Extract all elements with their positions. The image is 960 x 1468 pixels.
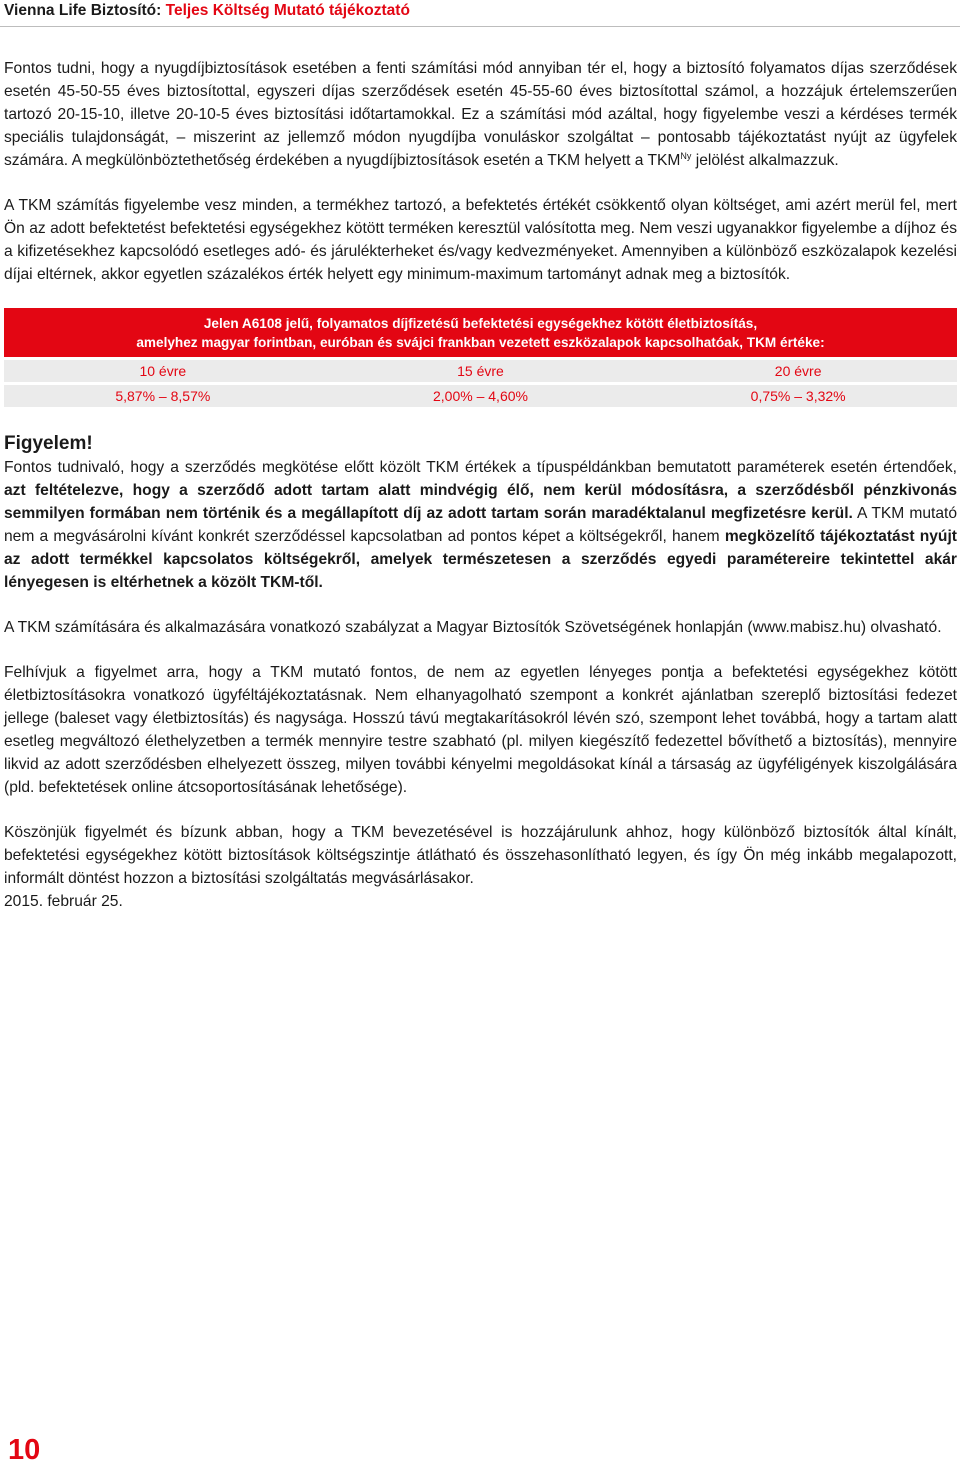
paragraph-figyelem: [4, 456, 957, 594]
tkm-year-15: 15 évre: [322, 360, 640, 382]
figyelem-text-1: Fontos tudnivaló, hogy a szerződés megkötése előtt közölt TKM értékek a típuspéldánkban bemutatott paraméterek esetén értendőek,: [4, 459, 957, 476]
document-body: [4, 57, 957, 913]
paragraph-felhivjuk: Felhívjuk a figyelmet arra, hogy a TKM mutató fontos, de nem az egyetlen lényeges pontja a befektetési egységekhez kötött életbiztosításokra vonatkozó ügyféltájékoztatásnak. Nem elhanyagolható szempont a konkrét ajánlatban szereplő biztosítási fedezet jellege (baleset vagy életbiztosítás) és nagysága. Hosszú távú megtakarításokról lévén szó, szempont lehet továbbá, hogy a tartam alatt esetleg megváltozó élethelyzetben a termék mennyire testre szabható (pl. milyen kiegészítő fedezettel bővíthető a biztosítás), mennyire likvid az adott szerződésben elhelyezett összeg, milyen további kényelmi megoldásokat kínál a társaság az ügyféligények kiszolgálására (pld. befektetések online átcsoportosításának lehetősége).: [4, 664, 957, 796]
tkm-year-10: 10 évre: [4, 360, 322, 382]
tkm-table-values-row: [4, 385, 957, 407]
spacer: [4, 639, 957, 661]
figyelem-text-2: A TKM mutató nem a megvásárolni kívánt konkrét szerződéssel kapcsolatban ad pontos képet a költségekről, hanem: [4, 505, 958, 545]
header-divider: [0, 26, 960, 27]
spacer: [4, 799, 957, 821]
paragraph-tkm-calc: A TKM számítás figyelembe vesz minden, a termékhez tartozó, a befektetés értékét csökkentő olyan költséget, ami azért merül fel, mert Ön az adott befektetést befektetési egységekhez kötött terméken keresztül valósította meg. Nem veszi ugyanakkor figyelembe a díjhoz és a kifizetésekhez kapcsolódó esetleges adó- és járulékterheket és/vagy kedvezményeket. Amennyiben a különböző eszközalapok kezelési díjai eltérnek, akkor egyetlen százalékos érték helyett egy minimum-maximum tartományt adnak meg a biztosítók.: [4, 197, 957, 283]
tkm-table-header-row: [4, 308, 957, 357]
figyelem-bold-2: megközelítő tájékoztatást nyújt az adott termékkel kapcsolatos költségekről, amelyek természetesen a szerződés egyedi paramétereire tekintettel akár lényegesen is eltérhetnek a közölt TKM-től.: [4, 528, 957, 591]
tkm-table-container: [4, 305, 957, 410]
spacer: [4, 594, 957, 616]
tkm-value-15: 2,00% – 4,60%: [322, 385, 640, 407]
document-date: 2015. február 25.: [4, 893, 123, 910]
paragraph-koszonjuk: Köszönjük figyelmét és bízunk abban, hogy a TKM bevezetésével is hozzájárulunk ahhoz, hogy különböző biztosítók által kínált, befektetési egységekhez kötött biztosítások költségszintje átlátható és összehasonlítható legyen, és így Ön még inkább megalapozott, informált döntést hozzon a biztosítási szolgáltatás megvásárlásakor.: [4, 824, 957, 887]
tkm-table-header-line2: amelyhez magyar forintban, euróban és svájci frankban vezetett eszközalapok kapcsolhatóak, TKM értéke:: [136, 335, 825, 350]
paragraph-nyugdij-text: Fontos tudni, hogy a nyugdíjbiztosítások esetében a fenti számítási mód annyiban tér el, hogy a biztosító folyamatos díjas szerződések esetén 45-50-55 éves biztosítottal, egyszeri díjas szerződések esetén 45-55-60 éves biztosítottal számol, a hozzájuk értelemszerűen tartozó 20-15-10, illetve 20-10-5 éves biztosítási időtartamokkal. Ez a számítási mód azáltal, hogy figyelembe veszi a kérdéses termék speciális tulajdonságát, – miszerint az jellemző módon nyugdíjba vonuláskor szolgáltat – pontosabb tájékoztatást nyújt az ügyfelek számára. A megkülönböztethetőség érdekében a nyugdíjbiztosítások esetén a TKM helyett a TKM: [4, 60, 957, 169]
figyelem-bold-1: azt feltételezve, hogy a szerződő adott tartam alatt mindvégig élő, nem kerül módosításra, a szerződésből pénzkivonás semmilyen formában nem történik és a megállapított díj az adott tartam során maradéktalanul megfizetésre kerül.: [4, 482, 957, 522]
paragraph-mabisz: A TKM számítására és alkalmazására vonatkozó szabályzat a Magyar Biztosítók Szövetségének honlapján (www.mabisz.hu) olvasható.: [4, 619, 942, 636]
page-header: [4, 0, 956, 32]
header-topic: Teljes Költség Mutató tájékoztató: [165, 2, 410, 19]
header-brand: Vienna Life Biztosító:: [4, 2, 162, 19]
tkm-value-20: 0,75% – 3,32%: [639, 385, 957, 407]
tkm-table-header-line1: Jelen A6108 jelű, folyamatos díjfizetésű befektetési egységekhez kötött életbiztosítás,: [203, 316, 758, 331]
tkm-table-header: [4, 308, 957, 357]
tkm-value-10: 5,87% – 8,57%: [4, 385, 322, 407]
paragraph-nyugdij-end: jelölést alkalmazzuk.: [691, 152, 839, 169]
tkm-ny-superscript: Ny: [680, 151, 692, 161]
spacer: [4, 172, 957, 194]
tkm-table-years-row: [4, 360, 957, 382]
page-number: 10: [8, 1434, 41, 1466]
tkm-table: [4, 305, 957, 410]
paragraph-nyugdij: [4, 57, 957, 172]
tkm-year-20: 20 évre: [639, 360, 957, 382]
figyelem-heading: Figyelem!: [4, 433, 93, 454]
